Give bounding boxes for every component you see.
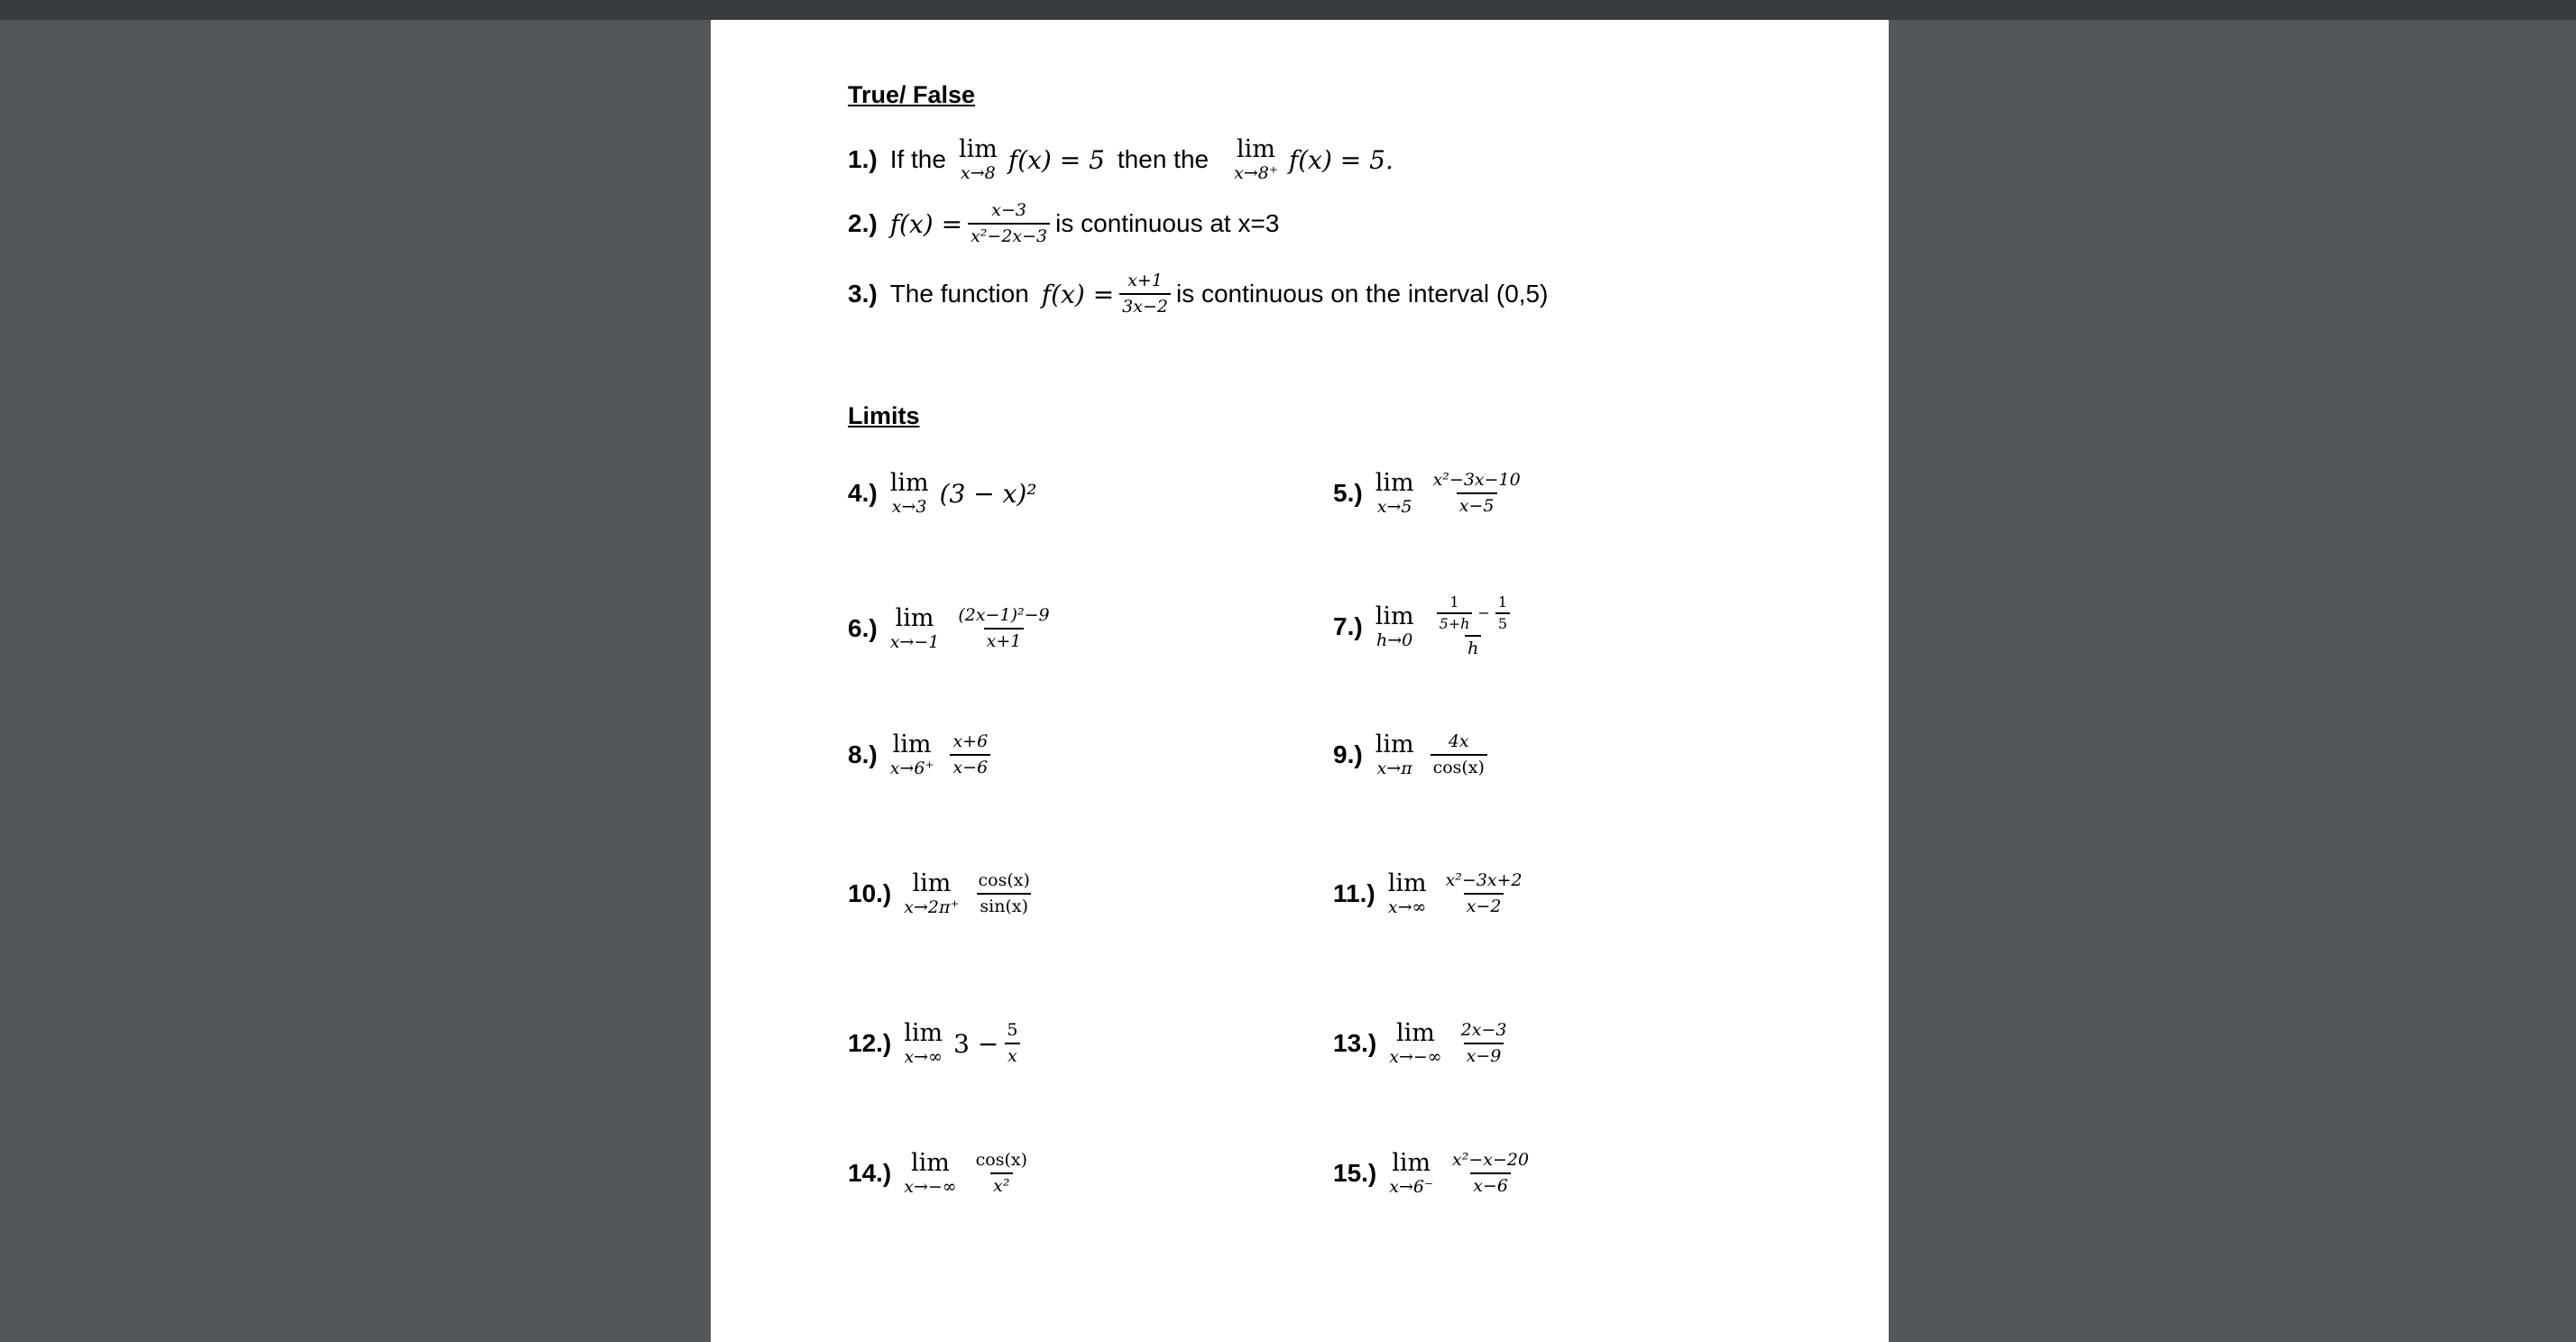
question-number: 3.) bbox=[848, 280, 878, 308]
limit-operator: lim x→6⁻ bbox=[1389, 1149, 1434, 1197]
limit-operator: lim x→π bbox=[1375, 731, 1414, 778]
question-3 bbox=[848, 272, 1548, 316]
limit-operator: lim x→−∞ bbox=[904, 1149, 957, 1197]
fraction: $\frac{x-3}{\text{x²−2x−3}}$ bbox=[968, 202, 1050, 245]
fraction: $\frac{\text{(2x−1)²−9}}{x+1}$ bbox=[958, 605, 1050, 651]
question-number: 13.) bbox=[1333, 1029, 1377, 1057]
document-page bbox=[711, 20, 1889, 1342]
limit-operator: lim x→−1 bbox=[889, 604, 940, 652]
limit-operator: lim x→2π⁺ bbox=[904, 869, 960, 917]
question-9 bbox=[1333, 732, 1493, 777]
question-8 bbox=[848, 732, 996, 777]
fraction: $\frac{x+1}{3x-2}$ bbox=[1119, 272, 1171, 316]
viewer-top-bar bbox=[0, 0, 2576, 20]
section-title-true-false: True/ False bbox=[848, 81, 976, 108]
function-label: f(x) = bbox=[889, 208, 963, 239]
question-1 bbox=[848, 137, 1394, 182]
question-text: The function bbox=[889, 280, 1029, 308]
fraction: $\frac{x+6}{x-6}$ bbox=[950, 733, 990, 777]
question-number: 7.) bbox=[1333, 611, 1363, 640]
question-15 bbox=[1333, 1151, 1537, 1196]
question-number: 11.) bbox=[1333, 879, 1375, 907]
question-number: 14.) bbox=[848, 1159, 892, 1187]
fraction: $\frac{\text{x²−x−20}}{x-6}$ bbox=[1452, 1150, 1530, 1196]
question-6 bbox=[848, 606, 1058, 651]
fraction: $\frac{2x-3}{x-9}$ bbox=[1460, 1020, 1507, 1066]
question-12 bbox=[848, 1021, 1026, 1066]
fraction: $\frac{\cos(x)}{\text{x²}}$ bbox=[975, 1150, 1028, 1196]
question-4 bbox=[848, 471, 1037, 516]
limit-operator: lim x→8⁺ bbox=[1234, 135, 1278, 183]
question-11 bbox=[1333, 871, 1531, 916]
limit-operator: lim x→−∞ bbox=[1389, 1019, 1442, 1067]
question-text: then the bbox=[1117, 145, 1210, 173]
question-number: 12.) bbox=[848, 1029, 892, 1057]
question-number: 10.) bbox=[848, 879, 892, 907]
limit-operator: lim x→3 bbox=[889, 469, 929, 517]
question-number: 2.) bbox=[848, 209, 878, 237]
question-number: 15.) bbox=[1333, 1159, 1377, 1187]
fraction: $\frac{\text{x²−3x−10}}{x-5}$ bbox=[1432, 470, 1521, 516]
question-5 bbox=[1333, 471, 1529, 516]
question-14 bbox=[848, 1151, 1035, 1196]
limit-operator: lim x→∞ bbox=[1387, 869, 1427, 917]
question-2 bbox=[848, 202, 1279, 245]
fraction: $\frac{1}{5}$ bbox=[1495, 595, 1510, 631]
limit-operator: lim x→5 bbox=[1375, 469, 1414, 517]
fraction: $\frac{5}{x}$ bbox=[1004, 1022, 1020, 1065]
fraction: 1 5+h bbox=[1437, 595, 1473, 631]
limit-expression: 3 − bbox=[953, 1028, 999, 1059]
question-text: is continuous at x=3 bbox=[1055, 209, 1280, 237]
limit-expression: (3 − x)² bbox=[939, 478, 1037, 509]
limit-operator: lim x→8 bbox=[958, 135, 998, 183]
question-number: 4.) bbox=[848, 479, 878, 507]
compound-fraction: 1 5+h − $\frac{1}{5}$ h bbox=[1431, 595, 1516, 657]
question-13 bbox=[1333, 1021, 1514, 1066]
question-number: 6.) bbox=[848, 614, 878, 642]
fraction: $\frac{\cos(x)}{\sin(x)}$ bbox=[978, 870, 1030, 916]
limit-operator: lim h→0 bbox=[1375, 602, 1414, 650]
question-7 bbox=[1333, 595, 1522, 657]
question-number: 9.) bbox=[1333, 740, 1363, 768]
fraction: $\frac{4x}{\cos(x)}$ bbox=[1431, 733, 1487, 777]
question-text: If the bbox=[889, 145, 946, 173]
fraction: $\frac{\text{x²−3x+2}}{x-2}$ bbox=[1445, 870, 1523, 916]
question-number: 1.) bbox=[848, 145, 878, 173]
function-label: f(x) = bbox=[1041, 279, 1115, 309]
question-number: 8.) bbox=[848, 740, 878, 768]
question-number: 5.) bbox=[1333, 479, 1363, 507]
limit-operator: lim x→6⁺ bbox=[889, 731, 934, 778]
limit-operator: lim x→∞ bbox=[904, 1019, 943, 1067]
section-title-limits: Limits bbox=[848, 402, 920, 429]
limit-expression: f(x) = 5 bbox=[1007, 144, 1105, 175]
question-text: is continuous on the interval (0,5) bbox=[1175, 280, 1549, 308]
question-10 bbox=[848, 871, 1038, 916]
limit-expression: f(x) = 5. bbox=[1288, 144, 1394, 175]
